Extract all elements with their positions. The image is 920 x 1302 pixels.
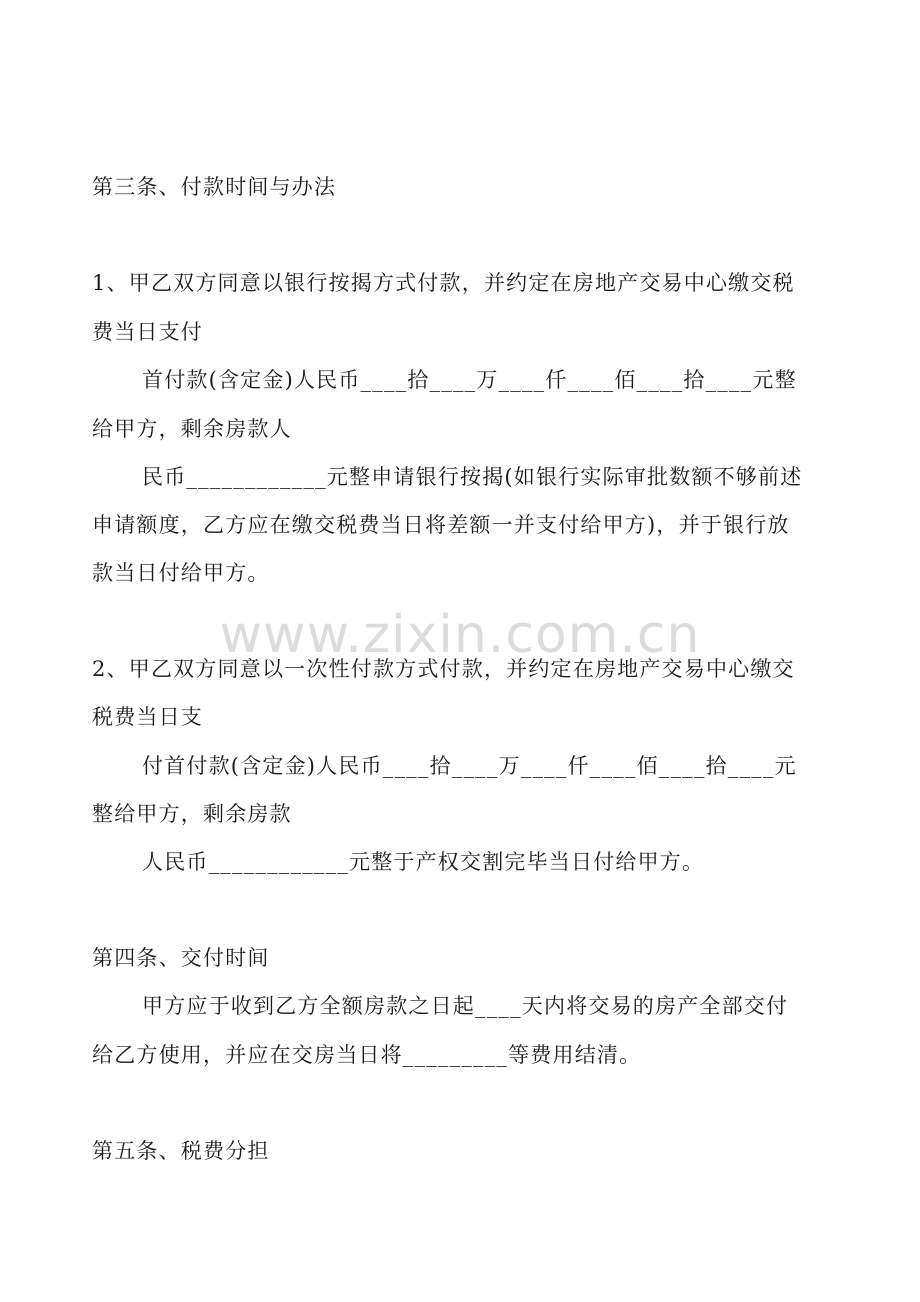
item-1-line-6: 申请额度，乙方应在缴交税费当日将差额一并支付给甲方)，并于银行放 — [92, 513, 790, 537]
item-2-line-3: 付首付款(含定金)人民币____拾____万____仟____佰____拾____元 — [142, 754, 797, 778]
article-3-heading: 第三条、付款时间与办法 — [92, 175, 337, 199]
item-2-line-4: 整给甲方，剩余房款 — [92, 802, 292, 826]
item-2-line-5: 人民币____________元整于产权交割完毕当日付给甲方。 — [142, 850, 705, 874]
item-1-line-7: 款当日付给甲方。 — [92, 561, 270, 585]
article-5-heading: 第五条、税费分担 — [92, 1139, 270, 1163]
article-4-heading: 第四条、交付时间 — [92, 946, 270, 970]
item-1-line-3: 首付款(含定金)人民币____拾____万____仟____佰____拾____元整 — [142, 368, 797, 392]
item-2-line-1: 2、甲乙双方同意以一次性付款方式付款，并约定在房地产交易中心缴交 — [92, 657, 795, 681]
watermark: www.zixin.com.cn — [219, 605, 701, 665]
item-1-line-5: 民币____________元整申请银行按揭(如银行实际审批数额不够前述 — [142, 465, 803, 489]
article-4-line-1: 甲方应于收到乙方全额房款之日起____天内将交易的房产全部交付 — [142, 994, 789, 1018]
item-1-line-2: 费当日支付 — [92, 320, 203, 344]
article-4-line-2: 给乙方使用，并应在交房当日将_________等费用结清。 — [92, 1043, 642, 1067]
item-1-line-1: 1、甲乙双方同意以银行按揭方式付款，并约定在房地产交易中心缴交税 — [92, 271, 795, 295]
item-1-line-4: 给甲方，剩余房款人 — [92, 417, 292, 441]
item-2-line-2: 税费当日支 — [92, 705, 203, 729]
